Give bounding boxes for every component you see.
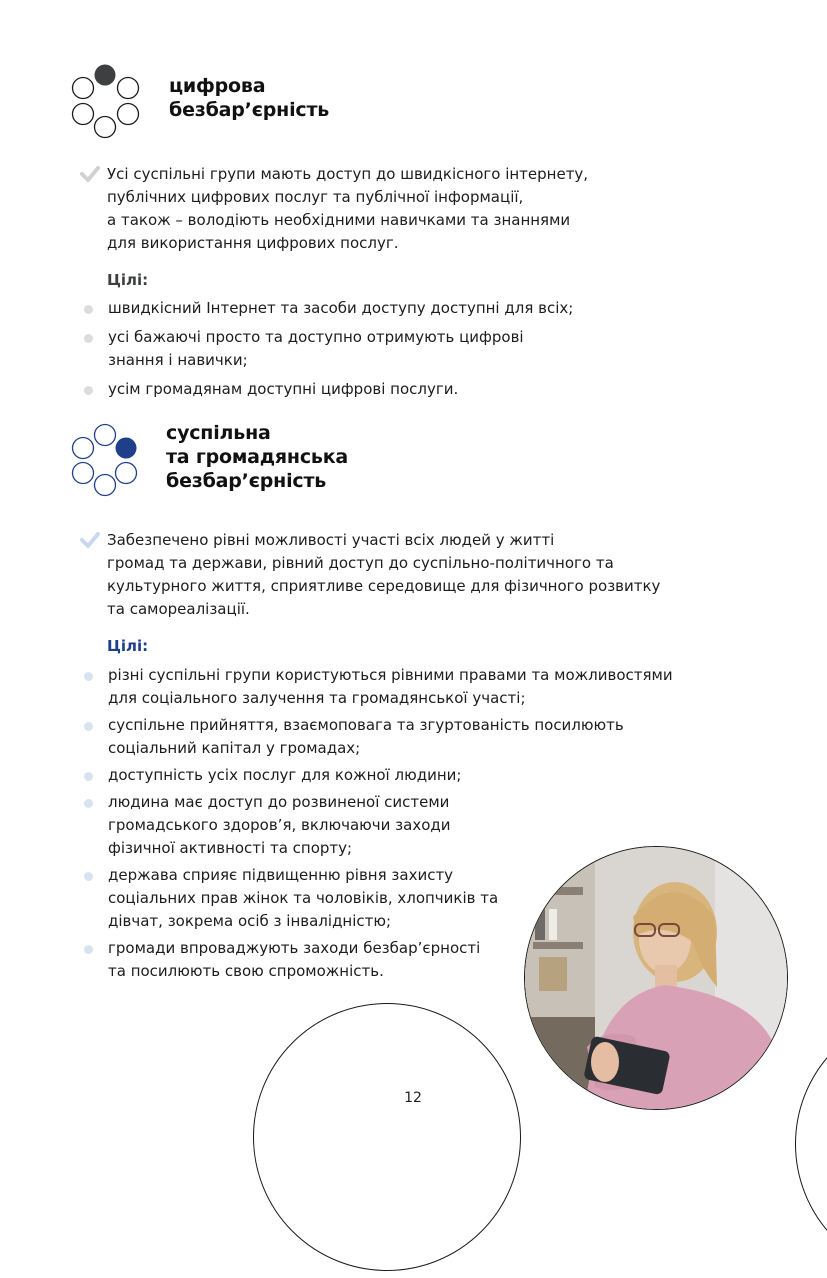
list-item — [81, 664, 721, 710]
goal-line: знання і навички; — [108, 351, 248, 369]
goal-line: держава сприяє підвищенню рівня захисту — [108, 866, 454, 884]
goal-line: усім громадянам доступні цифрові послуги. — [108, 380, 459, 398]
digital-goals-list — [81, 297, 641, 407]
heading-line: безбар’єрність — [166, 470, 327, 492]
goal-line: соціальний капітал у громадах; — [108, 739, 361, 757]
bullet-dot-icon — [84, 799, 93, 808]
heading-line: цифрова — [169, 75, 266, 97]
goal-line: громади впроваджують заходи безбар’єрності — [108, 939, 481, 957]
goal-line: усі бажаючі просто та доступно отримують цифрові — [108, 328, 524, 346]
list-item — [81, 326, 641, 372]
bullet-dot-icon — [84, 945, 93, 954]
checkmark-icon — [80, 532, 100, 548]
goal-line: соціальних прав жінок та чоловіків, хлопчиків та — [108, 889, 499, 907]
checkmark-icon — [80, 166, 100, 182]
goal-line: доступність усіх послуг для кожної людини; — [108, 766, 462, 784]
page-number: 12 — [404, 1090, 422, 1106]
list-item — [81, 764, 721, 787]
list-item — [81, 378, 641, 401]
social-section-logo-icon — [70, 423, 142, 501]
digital-section-intro — [107, 163, 588, 255]
goal-line: суспільне прийняття, взаємоповага та згуртованість посилюють — [108, 716, 624, 734]
bullet-dot-icon — [84, 872, 93, 881]
bullet-dot-icon — [84, 305, 93, 314]
social-goals-title: Цілі: — [107, 637, 149, 655]
intro-line: та самореалізації. — [107, 600, 250, 618]
heading-line: безбар’єрність — [169, 99, 330, 121]
goal-line: різні суспільні групи користуються рівними правами та можливостями — [108, 666, 673, 684]
intro-line: громад та держави, рівний доступ до суспільно-політичного та — [107, 554, 614, 572]
goal-line: швидкісний Інтернет та засоби доступу доступні для всіх; — [108, 299, 574, 317]
heading-line: та громадянська — [166, 446, 349, 468]
intro-line: Усі суспільні групи мають доступ до швидкісного інтернету, — [107, 165, 589, 183]
list-item — [81, 297, 641, 320]
goal-line: для соціального залучення та громадянської участі; — [108, 689, 526, 707]
digital-section-logo-icon — [70, 62, 142, 140]
bullet-dot-icon — [84, 722, 93, 731]
bullet-dot-icon — [84, 386, 93, 395]
digital-goals-title: Цілі: — [107, 271, 149, 289]
goal-line: громадського здоров’я, включаючи заходи — [108, 816, 451, 834]
intro-line: для використання цифрових послуг. — [107, 234, 399, 252]
decorative-circle — [795, 1010, 827, 1278]
senior-woman-with-tablet-photo — [524, 846, 788, 1110]
heading-line: суспільна — [166, 422, 271, 444]
goal-line: та посилюють свою спроможність. — [108, 962, 384, 980]
intro-line: Забезпечено рівні можливості участі всіх людей у житті — [107, 531, 555, 549]
goal-line: фізичної активності та спорту; — [108, 839, 353, 857]
intro-line: а також – володіють необхідними навичками та знаннями — [107, 211, 571, 229]
social-section-intro — [107, 529, 660, 621]
social-section-title — [166, 421, 348, 493]
digital-section-title — [169, 74, 329, 122]
decorative-circle — [253, 1003, 521, 1271]
intro-line: публічних цифрових послуг та публічної інформації, — [107, 188, 524, 206]
goal-line: дівчат, зокрема осіб з інвалідністю; — [108, 912, 392, 930]
bullet-dot-icon — [84, 772, 93, 781]
list-item — [81, 714, 721, 760]
bullet-dot-icon — [84, 334, 93, 343]
photo-illustration — [525, 847, 788, 1110]
bullet-dot-icon — [84, 672, 93, 681]
intro-line: культурного життя, сприятливе середовище для фізичного розвитку — [107, 577, 661, 595]
goal-line: людина має доступ до розвиненої системи — [108, 793, 450, 811]
